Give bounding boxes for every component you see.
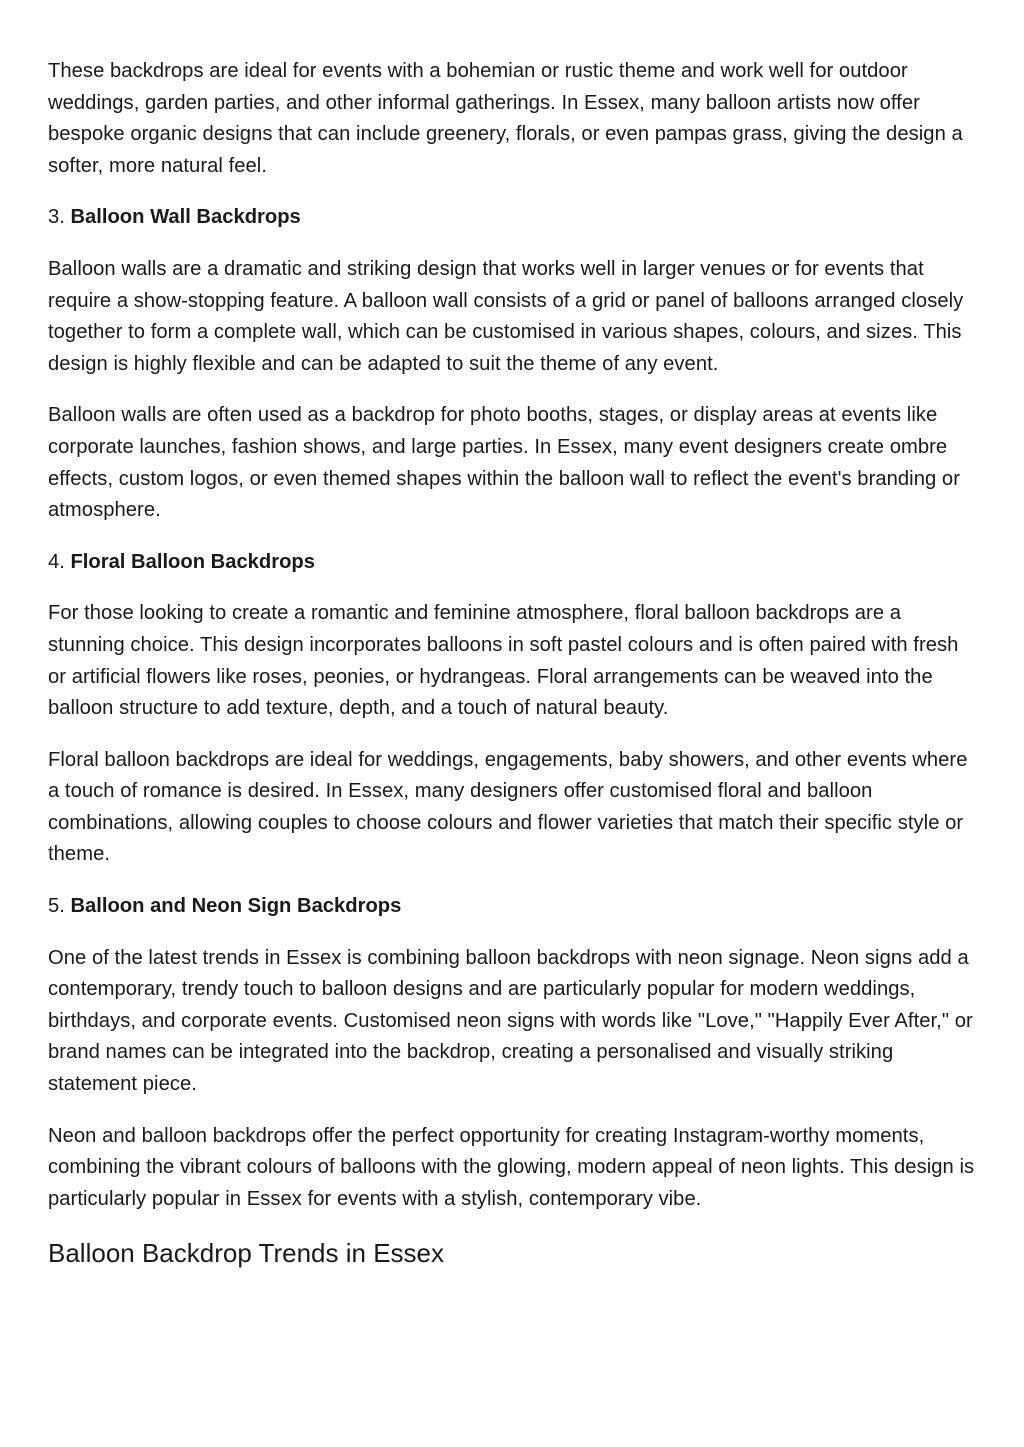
heading-number: 4. (48, 550, 65, 573)
paragraph-balloon-walls-intro: Balloon walls are a dramatic and striking design that works well in larger venues or for events that require a show-stopping feature. A balloon wall consists of a grid or panel of balloons arranged closely together to form a complete wall, which can be customised in various shapes, colours, and sizes. This design is highly flexible and can be adapted to suit the theme of any event. (48, 257, 964, 375)
heading-number: 3. (48, 206, 65, 229)
heading-balloon-neon-backdrops (48, 891, 980, 923)
paragraph-neon-uses: Neon and balloon backdrops offer the perfect opportunity for creating Instagram-worthy moments, combining the vibrant colours of balloons with the glowing, modern appeal of neon lights. This design is particularly popular in Essex for events with a stylish, contemporary vibe. (48, 1124, 975, 1210)
paragraph-organic-backdrops: These backdrops are ideal for events with a bohemian or rustic theme and work well for outdoor weddings, garden parties, and other informal gatherings. In Essex, many balloon artists now offer bespoke organic designs that can include greenery, florals, or even pampas grass, giving the design a softer, more natural feel. (48, 60, 963, 177)
heading-title: Balloon Wall Backdrops (70, 206, 301, 229)
heading-floral-balloon-backdrops (48, 547, 980, 579)
heading-title: Floral Balloon Backdrops (70, 550, 315, 573)
heading-number: 5. (48, 895, 65, 918)
paragraph-neon-intro: One of the latest trends in Essex is combining balloon backdrops with neon signage. Neon signs add a contemporary, trendy touch to balloon designs and are particularly popular for modern weddings, birthdays, and corporate events. Customised neon signs with words like "Love," "Happily Ever After," or brand names can be integrated into the backdrop, creating a personalised and visually striking statement piece. (48, 946, 973, 1096)
paragraph-balloon-walls-uses: Balloon walls are often used as a backdrop for photo booths, stages, or display areas at events like corporate launches, fashion shows, and large parties. In Essex, many event designers create ombre effects, custom logos, or even themed shapes within the balloon wall to reflect the event's branding or atmosphere. (48, 404, 960, 522)
heading-balloon-wall-backdrops (48, 202, 980, 234)
paragraph-floral-intro: For those looking to create a romantic and feminine atmosphere, floral balloon backdrops are a stunning choice. This design incorporates balloons in soft pastel colours and is often paired with fresh or artificial flowers like roses, peonies, or hydrangeas. Floral arrangements can be weaved into the balloon structure to add texture, depth, and a touch of natural beauty. (48, 602, 959, 720)
document-page (48, 56, 980, 1271)
heading-title: Balloon and Neon Sign Backdrops (70, 895, 402, 918)
section-title-trends: Balloon Backdrop Trends in Essex (48, 1238, 444, 1269)
paragraph-floral-uses: Floral balloon backdrops are ideal for weddings, engagements, baby showers, and other events where a touch of romance is desired. In Essex, many designers offer customised floral and balloon combinations, allowing couples to choose colours and flower varieties that match their specific style or theme. (48, 748, 968, 866)
